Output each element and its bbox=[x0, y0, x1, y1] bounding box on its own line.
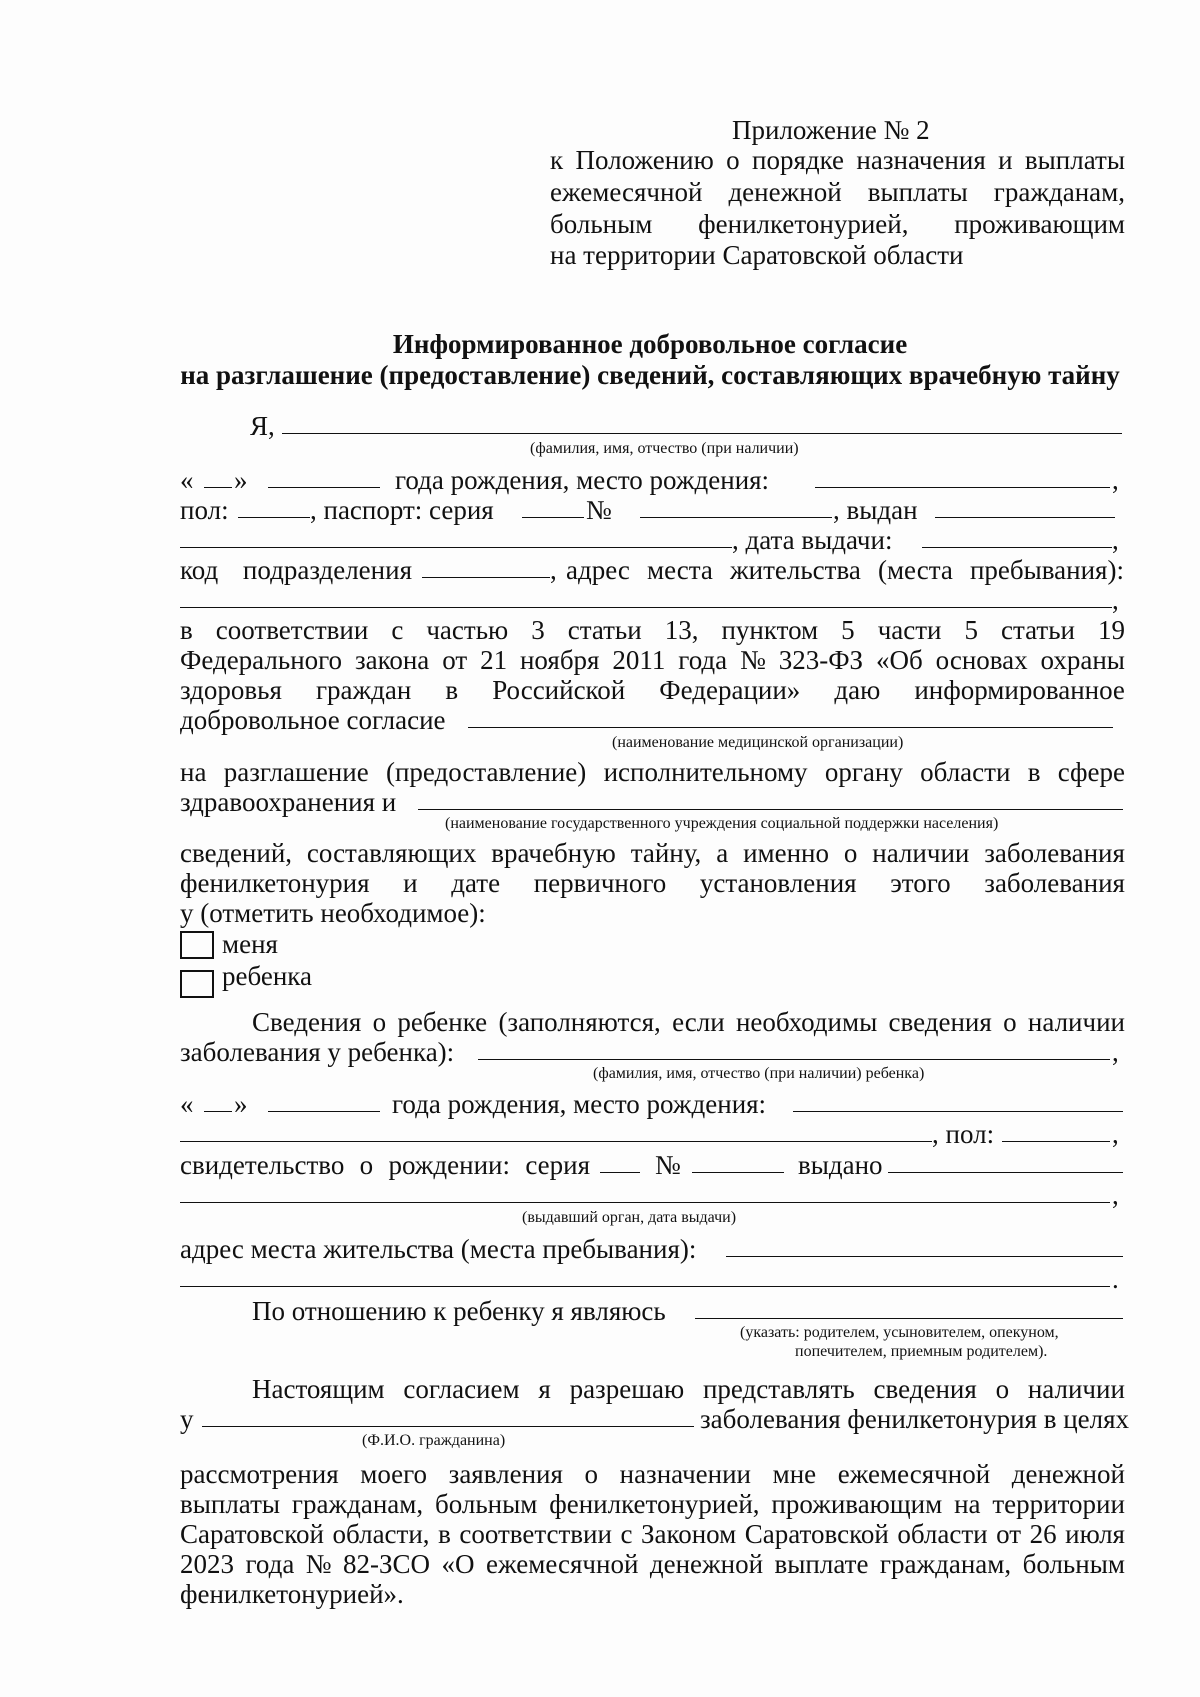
birth-year-label: года рождения, место рождения: bbox=[395, 465, 770, 495]
legal-line-2: Федерального закона от 21 ноября 2011 года № 323-ФЗ «Об основах охраны bbox=[180, 645, 1125, 675]
ya-label: Я, bbox=[250, 411, 275, 441]
passport-series-field[interactable] bbox=[522, 517, 584, 518]
legal-line-5: на разглашение (предоставление) исполнительному органу области в сфере bbox=[180, 757, 1125, 787]
citizen-fio-caption: (Ф.И.О. гражданина) bbox=[362, 1432, 506, 1449]
certificate-issued-label: выдано bbox=[798, 1150, 883, 1180]
legal-line-3: здоровья граждан в Российской Федерации» даю информированное bbox=[180, 675, 1125, 705]
issue-date-label: , дата выдачи: bbox=[732, 525, 893, 555]
number-sign: № bbox=[586, 495, 612, 525]
comma: , bbox=[1112, 465, 1119, 495]
address-field[interactable] bbox=[180, 607, 1112, 608]
comma: , bbox=[1112, 525, 1119, 555]
child-fio-caption: (фамилия, имя, отчество (при наличии) ребенка) bbox=[593, 1065, 925, 1082]
appendix-line-4: на территории Саратовской области bbox=[550, 240, 964, 270]
sex-label: пол: bbox=[180, 495, 229, 525]
child-birth-place-field-2[interactable] bbox=[180, 1141, 932, 1142]
child-sex-label: , пол: bbox=[932, 1119, 995, 1149]
relation-caption-2: попечителем, приемным родителем). bbox=[795, 1343, 1048, 1360]
document-title: Информированное добровольное согласие bbox=[392, 329, 908, 359]
consent-line-6: 2023 года № 82-ЗСО «О ежемесячной денежной выплате гражданам, больным bbox=[180, 1549, 1125, 1579]
period: . bbox=[1112, 1264, 1119, 1294]
issue-date-field[interactable] bbox=[922, 547, 1112, 548]
consent-line-7: фенилкетонурией». bbox=[180, 1579, 404, 1609]
consent-line-3: рассмотрения моего заявления о назначении мне ежемесячной денежной bbox=[180, 1459, 1125, 1489]
certificate-series-field[interactable] bbox=[600, 1172, 640, 1173]
passport-issuer-field-2[interactable] bbox=[180, 547, 732, 548]
comma: , bbox=[1112, 1037, 1119, 1067]
checkbox-child[interactable] bbox=[180, 970, 214, 998]
dept-code-field[interactable] bbox=[422, 577, 550, 578]
date-open: « bbox=[180, 465, 194, 495]
certificate-number-field[interactable] bbox=[692, 1172, 784, 1173]
certificate-label: свидетельство о рождении: серия bbox=[180, 1150, 590, 1180]
legal-line-6: здравоохранения и bbox=[180, 787, 397, 817]
child-address-field-2[interactable] bbox=[180, 1286, 1110, 1287]
legal-line-4: добровольное согласие bbox=[180, 705, 446, 735]
issuer-caption: (выдавший орган, дата выдачи) bbox=[522, 1209, 737, 1226]
appendix-line-3: больным фенилкетонурией, проживающим bbox=[550, 209, 1125, 239]
citizen-fio-field[interactable] bbox=[202, 1426, 694, 1427]
passport-number-field[interactable] bbox=[640, 517, 832, 518]
legal-line-8: фенилкетонурия и дате первичного установления этого заболевания bbox=[180, 868, 1125, 898]
child-fio-field[interactable] bbox=[478, 1059, 1110, 1060]
child-line-2: заболевания у ребенка): bbox=[180, 1037, 455, 1067]
consent-line-5: Саратовской области, в соответствии с Законом Саратовской области от 26 июля bbox=[180, 1519, 1125, 1549]
consent-line-2-tail: заболевания фенилкетонурия в целях bbox=[700, 1404, 1130, 1434]
appendix-line-1: к Положению о порядке назначения и выплаты bbox=[550, 145, 1125, 175]
child-address-label: адрес места жительства (места пребывания): bbox=[180, 1234, 697, 1264]
consent-line-1: Настоящим согласием я разрешаю представлять сведения о наличии bbox=[252, 1374, 1125, 1404]
checkbox-me[interactable] bbox=[180, 931, 214, 959]
address-label: адрес места жительства (места пребывания): bbox=[566, 555, 1124, 585]
relation-label: По отношению к ребенку я являюсь bbox=[252, 1296, 666, 1326]
social-institution-field[interactable] bbox=[418, 809, 1123, 810]
child-birth-place-field[interactable] bbox=[793, 1111, 1123, 1112]
date-close: » bbox=[234, 465, 248, 495]
applicant-fio-field[interactable] bbox=[282, 433, 1122, 434]
certificate-issuer-field[interactable] bbox=[888, 1172, 1123, 1173]
option-child-label: ребенка bbox=[222, 961, 312, 991]
relation-field[interactable] bbox=[695, 1318, 1123, 1319]
birth-place-field[interactable] bbox=[815, 487, 1110, 488]
passport-label: , паспорт: серия bbox=[310, 495, 494, 525]
child-birth-month-field[interactable] bbox=[268, 1111, 380, 1112]
birth-day-field[interactable] bbox=[204, 487, 232, 488]
consent-u: у bbox=[180, 1404, 194, 1434]
dept-code-label: код подразделения bbox=[180, 555, 412, 585]
fio-caption: (фамилия, имя, отчество (при наличии) bbox=[530, 440, 799, 457]
birth-month-field[interactable] bbox=[268, 487, 380, 488]
legal-line-9: у (отметить необходимое): bbox=[180, 898, 486, 928]
number-sign: № bbox=[655, 1150, 681, 1180]
child-birth-day-field[interactable] bbox=[204, 1111, 232, 1112]
social-institution-caption: (наименование государственного учреждения социальной поддержки населения) bbox=[445, 815, 999, 832]
comma: , bbox=[1112, 585, 1119, 615]
child-birth-year-label: года рождения, место рождения: bbox=[392, 1089, 767, 1119]
passport-issuer-field[interactable] bbox=[935, 517, 1115, 518]
medical-org-field[interactable] bbox=[468, 727, 1113, 728]
comma: , bbox=[1112, 1180, 1119, 1210]
comma: , bbox=[550, 555, 557, 585]
certificate-issuer-field-2[interactable] bbox=[180, 1202, 1110, 1203]
child-sex-field[interactable] bbox=[1002, 1141, 1110, 1142]
child-address-field[interactable] bbox=[726, 1256, 1123, 1257]
consent-line-4: выплаты гражданам, больным фенилкетонурией, проживающим на территории bbox=[180, 1489, 1125, 1519]
date-close: » bbox=[234, 1089, 248, 1119]
issued-label: , выдан bbox=[833, 495, 918, 525]
sex-field[interactable] bbox=[238, 517, 310, 518]
medical-org-caption: (наименование медицинской организации) bbox=[612, 734, 904, 751]
appendix-title: Приложение № 2 bbox=[732, 115, 930, 145]
document-subtitle: на разглашение (предоставление) сведений, составляющих врачебную тайну bbox=[180, 360, 1120, 390]
appendix-line-2: ежемесячной денежной выплаты гражданам, bbox=[550, 177, 1125, 207]
option-me-label: меня bbox=[222, 929, 278, 959]
relation-caption-1: (указать: родителем, усыновителем, опекуном, bbox=[740, 1324, 1059, 1341]
legal-line-7: сведений, составляющих врачебную тайну, а именно о наличии заболевания bbox=[180, 838, 1125, 868]
date-open: « bbox=[180, 1089, 194, 1119]
child-line-1: Сведения о ребенке (заполняются, если необходимы сведения о наличии bbox=[252, 1007, 1125, 1037]
legal-line-1: в соответствии с частью 3 статьи 13, пунктом 5 части 5 статьи 19 bbox=[180, 615, 1125, 645]
comma: , bbox=[1112, 1119, 1119, 1149]
